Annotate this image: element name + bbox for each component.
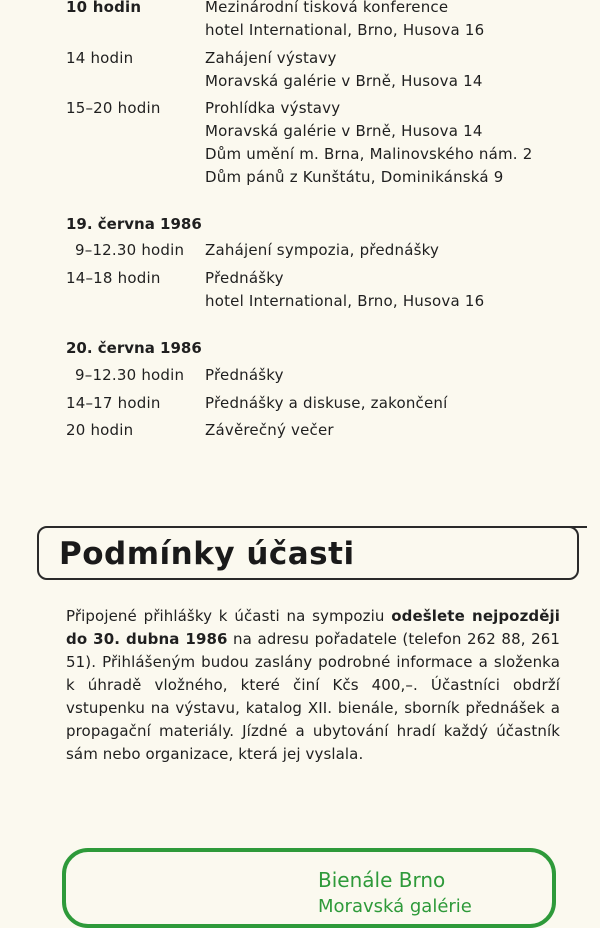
schedule-desc: Mezinárodní tisková konference <box>205 0 449 16</box>
schedule-desc: Přednášky <box>205 366 284 384</box>
schedule-desc: hotel International, Brno, Husova 16 <box>205 292 485 310</box>
schedule-desc: Přednášky <box>205 269 284 287</box>
schedule-row <box>0 19 600 43</box>
organizer-subtitle: Moravská galérie <box>318 896 472 917</box>
schedule-desc: Dům umění m. Brna, Malinovského nám. 2 <box>205 145 533 163</box>
schedule-time: 9–12.30 hodin <box>75 241 185 259</box>
schedule-row <box>0 239 600 263</box>
schedule-row <box>0 0 600 20</box>
schedule-desc: hotel International, Brno, Husova 16 <box>205 21 485 39</box>
schedule-time: 14 hodin <box>66 49 134 67</box>
schedule-desc: Prohlídka výstavy <box>205 99 341 117</box>
schedule-row <box>0 70 600 94</box>
conditions-heading-box <box>37 526 579 580</box>
schedule-desc: Přednášky a diskuse, zakončení <box>205 394 448 412</box>
para-text-end: na adresu pořadatele (telefon 262 88, 261 51). Přihlášeným budou zaslány podrobné informace a složenka k úhradě vložného, které činí Kčs 400,–. Účastníci obdrží vstupenku na výstavu, katalog XII. bienále, sborník přednášek a propagační materiály. Jízdné a ubytování hradí každý účastník sám nebo organizace, která jej vyslala. <box>66 630 561 763</box>
organizer-box <box>62 848 556 928</box>
schedule-time: 20 hodin <box>66 421 134 439</box>
schedule-time: 14–17 hodin <box>66 394 161 412</box>
schedule-desc: Závěrečný večer <box>205 421 334 439</box>
conditions-paragraph <box>66 605 560 766</box>
schedule-row <box>0 97 600 121</box>
schedule-row <box>0 419 600 443</box>
conditions-heading: Podmínky účasti <box>59 536 355 572</box>
schedule-row <box>0 267 600 291</box>
schedule-row <box>0 120 600 144</box>
schedule-time: 15–20 hodin <box>66 99 161 117</box>
schedule-row <box>0 290 600 314</box>
schedule-desc: Zahájení výstavy <box>205 49 337 67</box>
schedule-time: 14–18 hodin <box>66 269 161 287</box>
date-heading: 20. června 1986 <box>66 339 202 357</box>
schedule-time: 9–12.30 hodin <box>75 366 185 384</box>
para-text-bold: odešlete nejpozději do 30. dubna 1986 <box>66 607 560 648</box>
para-text-start: Připojené přihlášky k účasti na sympoziu <box>66 607 392 625</box>
schedule-row <box>0 143 600 167</box>
schedule-row <box>0 364 600 388</box>
schedule-row <box>0 392 600 416</box>
schedule-row <box>0 47 600 71</box>
schedule-desc: Moravská galérie v Brně, Husova 14 <box>205 72 483 90</box>
schedule-desc: Dům pánů z Kunštátu, Dominikánská 9 <box>205 168 504 186</box>
date-heading: 19. června 1986 <box>66 215 202 233</box>
schedule-time: 10 hodin <box>66 0 142 16</box>
organizer-title: Bienále Brno <box>318 868 446 892</box>
schedule-row <box>0 166 600 190</box>
schedule-desc: Moravská galérie v Brně, Husova 14 <box>205 122 483 140</box>
schedule-desc: Zahájení sympozia, přednášky <box>205 241 440 259</box>
